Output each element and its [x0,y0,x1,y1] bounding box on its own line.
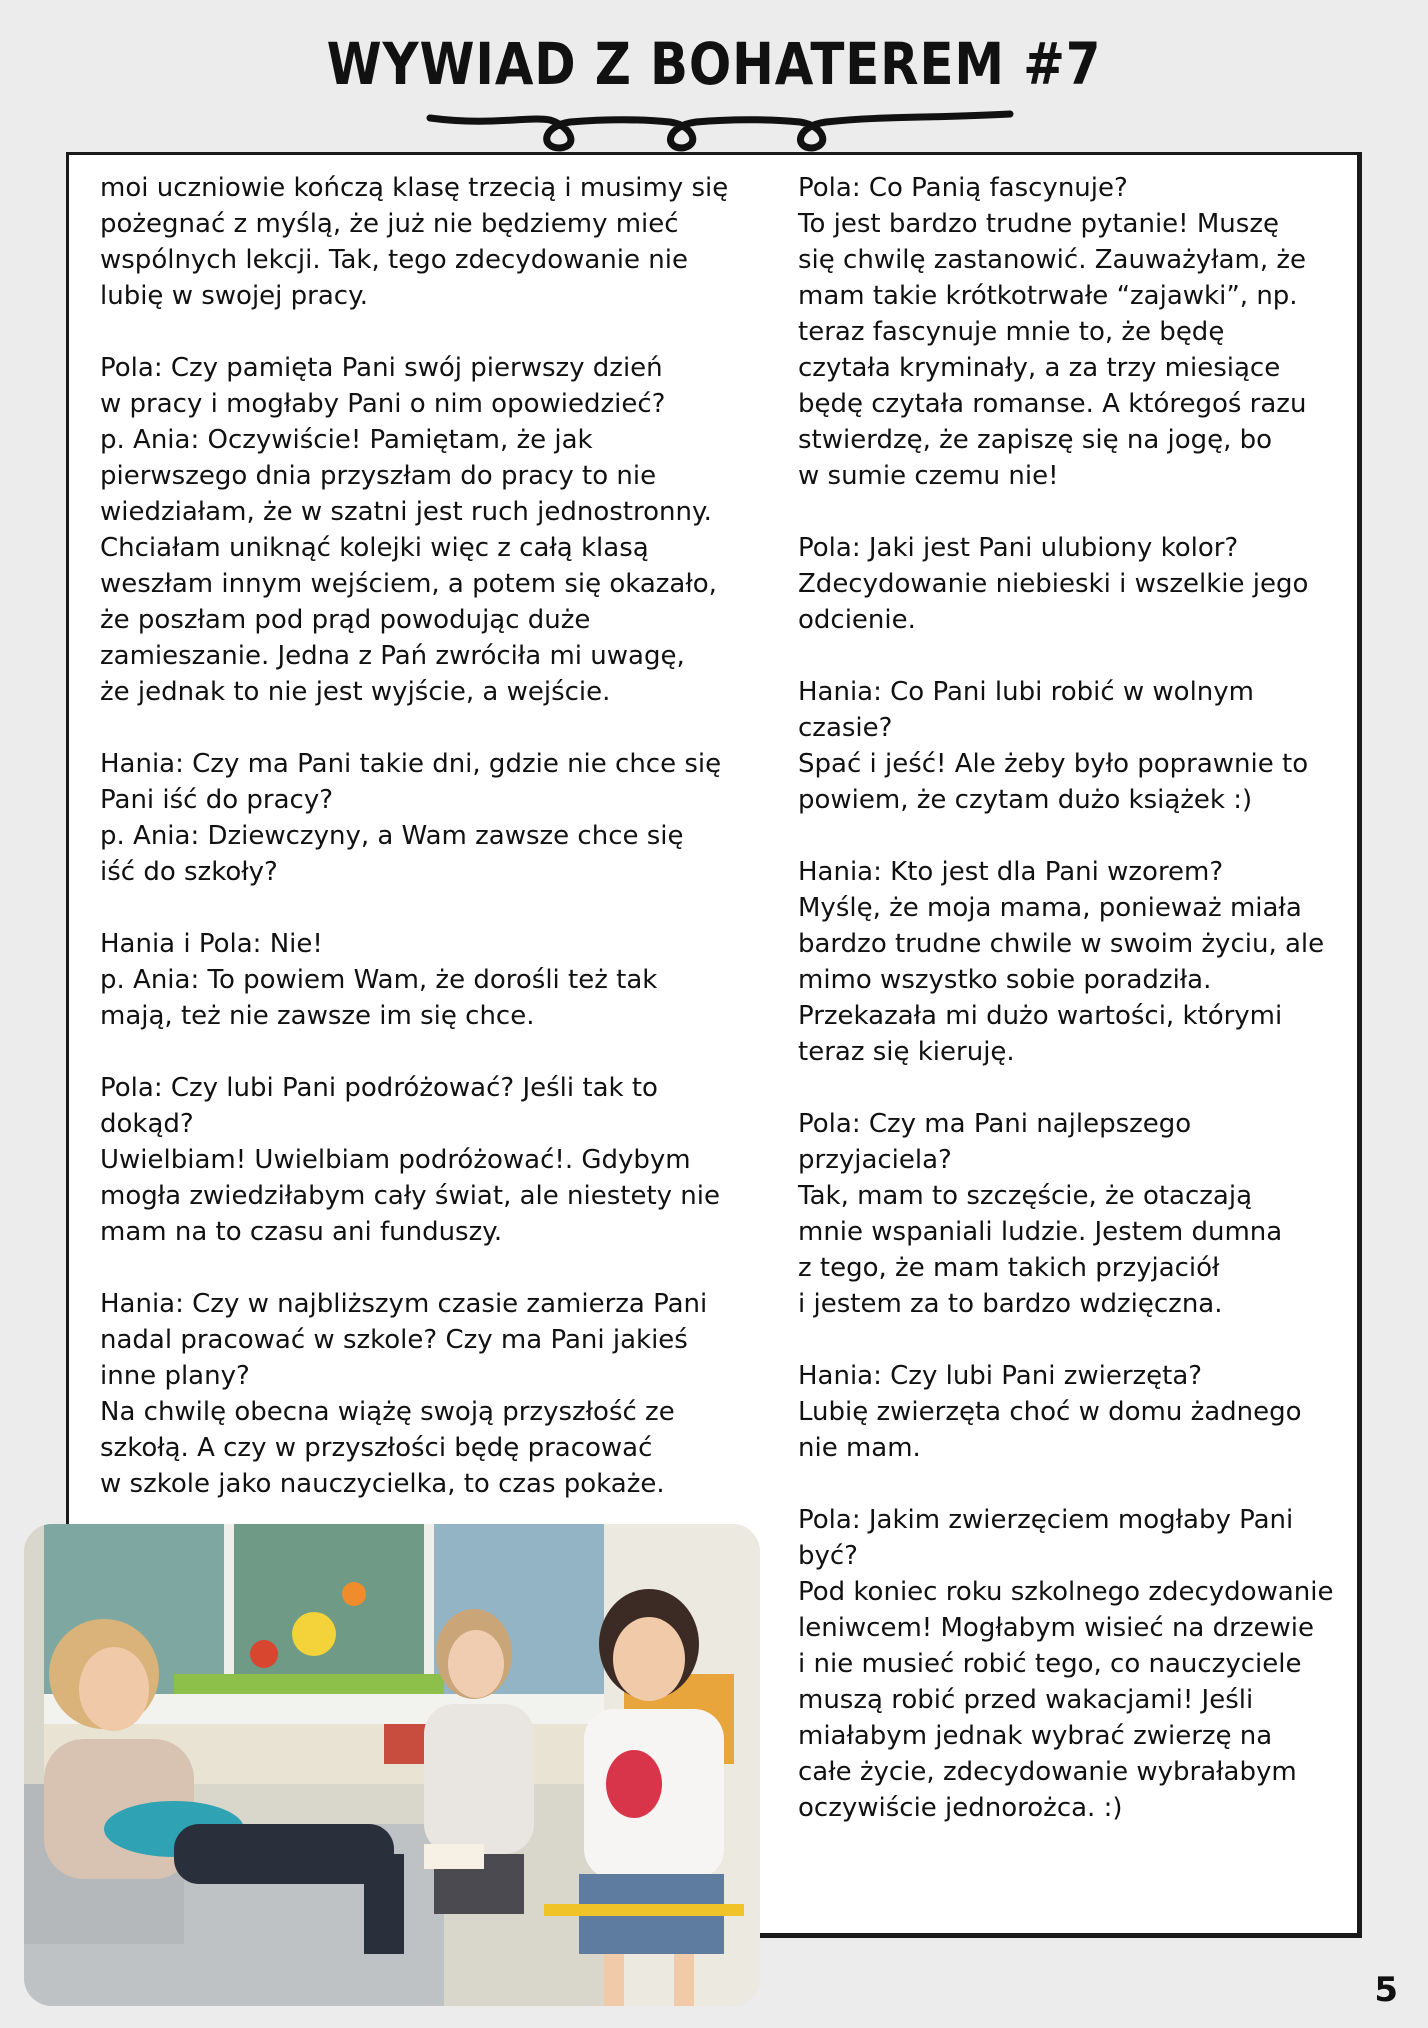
text-line: całe życie, zdecydowanie wybrałabym [798,1757,1297,1787]
text-line: Pola: Czy lubi Pani podróżować? Jeśli tak to [100,1073,658,1103]
text-line: mnie wspaniali ludzie. Jestem dumna [798,1217,1283,1247]
left-column [100,170,760,1538]
right-paragraph [798,674,1348,818]
page-number: 5 [1374,1970,1398,2010]
text-line: muszą robić przed wakacjami! Jeśli [798,1685,1254,1715]
text-line: lubię w swojej pracy. [100,281,369,311]
text-line: nadal pracować w szkole? Czy ma Pani jakieś [100,1325,688,1355]
text-line: teraz fascynuje mnie to, że będę [798,317,1225,347]
page-title: WYWIAD Z BOHATEREM #7 [326,30,1102,98]
text-line: że poszłam pod prąd powodując duże [100,605,591,635]
text-line: będę czytała romanse. A któregoś razu [798,389,1307,419]
text-line: odcienie. [798,605,916,635]
text-line: mam takie krótkotrwałe “zajawki”, np. [798,281,1298,311]
right-column [798,170,1348,1862]
title-swirl-decoration [420,96,1020,156]
text-line: Pola: Czy pamięta Pani swój pierwszy dzień [100,353,663,383]
text-line: i jestem za to bardzo wdzięczna. [798,1289,1223,1319]
text-line: mają, też nie zawsze im się chce. [100,1001,535,1031]
text-line: Hania: Czy w najbliższym czasie zamierza Pani [100,1289,708,1319]
text-line: z tego, że mam takich przyjaciół [798,1253,1220,1283]
text-line: dokąd? [100,1109,194,1139]
text-line: szkołą. A czy w przyszłości będę pracować [100,1433,653,1463]
text-line: się chwilę zastanowić. Zauważyłam, że [798,245,1307,275]
right-paragraph [798,170,1348,494]
text-line: Pola: Czy ma Pani najlepszego [798,1109,1192,1139]
text-line: nie mam. [798,1433,921,1463]
text-line: To jest bardzo trudne pytanie! Muszę [798,209,1279,239]
text-line: p. Ania: To powiem Wam, że dorośli też tak [100,965,658,995]
text-line: zamieszanie. Jedna z Pań zwróciła mi uwagę, [100,641,685,671]
text-line: Pola: Jakim zwierzęciem mogłaby Pani [798,1505,1294,1535]
text-line: Hania i Pola: Nie! [100,929,323,959]
text-line: mogła zwiedziłabym cały świat, ale niestety nie [100,1181,720,1211]
text-line: Pod koniec roku szkolnego zdecydowanie [798,1577,1334,1607]
text-line: p. Ania: Oczywiście! Pamiętam, że jak [100,425,593,455]
text-line: w pracy i mogłaby Pani o nim opowiedzieć? [100,389,666,419]
right-paragraph [798,1106,1348,1322]
text-line: moi uczniowie kończą klasę trzecią i musimy się [100,173,729,203]
text-line: Myślę, że moja mama, ponieważ miała [798,893,1302,923]
text-line: Pola: Co Panią fascynuje? [798,173,1128,203]
text-line: Pola: Jaki jest Pani ulubiony kolor? [798,533,1239,563]
left-paragraph [100,1070,760,1250]
text-line: Hania: Czy lubi Pani zwierzęta? [798,1361,1203,1391]
text-line: Spać i jeść! Ale żeby było poprawnie to [798,749,1309,779]
text-line: Przekazała mi dużo wartości, którymi [798,1001,1283,1031]
right-paragraph [798,1502,1348,1826]
left-paragraph [100,746,760,890]
left-paragraph [100,350,760,710]
text-line: wspólnych lekcji. Tak, tego zdecydowanie nie [100,245,688,275]
right-paragraph [798,1358,1348,1466]
text-line: Zdecydowanie niebieski i wszelkie jego [798,569,1309,599]
right-paragraph [798,530,1348,638]
text-line: być? [798,1541,858,1571]
text-line: czytała kryminały, a za trzy miesiące [798,353,1281,383]
text-line: w szkole jako nauczycielka, to czas pokaże. [100,1469,665,1499]
text-line: wiedziałam, że w szatni jest ruch jednostronny. [100,497,712,527]
text-line: Chciałam uniknąć kolejki więc z całą klasą [100,533,649,563]
text-line: bardzo trudne chwile w swoim życiu, ale [798,929,1325,959]
text-line: leniwcem! Mogłabym wisieć na drzewie [798,1613,1314,1643]
text-line: iść do szkoły? [100,857,278,887]
text-line: Tak, mam to szczęście, że otaczają [798,1181,1253,1211]
text-line: Hania: Co Pani lubi robić w wolnym [798,677,1255,707]
text-line: Pani iść do pracy? [100,785,334,815]
left-paragraph [100,1286,760,1502]
text-line: miałabym jednak wybrać zwierzę na [798,1721,1273,1751]
text-line: mam na to czasu ani funduszy. [100,1217,503,1247]
text-line: stwierdzę, że zapiszę się na jogę, bo [798,425,1273,455]
text-line: Hania: Kto jest dla Pani wzorem? [798,857,1224,887]
text-line: oczywiście jednorożca. :) [798,1793,1123,1823]
text-line: teraz się kieruję. [798,1037,1015,1067]
text-line: Hania: Czy ma Pani takie dni, gdzie nie chce się [100,749,722,779]
interview-photo [24,1524,760,2006]
text-line: że jednak to nie jest wyjście, a wejście. [100,677,611,707]
text-line: pożegnać z myślą, że już nie będziemy mieć [100,209,679,239]
text-line: p. Ania: Dziewczyny, a Wam zawsze chce się [100,821,684,851]
text-line: Na chwilę obecna wiążę swoją przyszłość ze [100,1397,675,1427]
text-line: powiem, że czytam dużo książek :) [798,785,1253,815]
text-line: Lubię zwierzęta choć w domu żadnego [798,1397,1302,1427]
text-line: i nie musieć robić tego, co nauczyciele [798,1649,1302,1679]
text-line: w sumie czemu nie! [798,461,1059,491]
left-paragraph [100,926,760,1034]
right-paragraph [798,854,1348,1070]
text-line: weszłam innym wejściem, a potem się okazało, [100,569,717,599]
text-line: inne plany? [100,1361,250,1391]
text-line: pierwszego dnia przyszłam do pracy to nie [100,461,657,491]
text-line: Uwielbiam! Uwielbiam podróżować!. Gdybym [100,1145,691,1175]
text-line: przyjaciela? [798,1145,952,1175]
text-line: czasie? [798,713,893,743]
text-line: mimo wszystko sobie poradziła. [798,965,1212,995]
left-paragraph [100,170,760,314]
